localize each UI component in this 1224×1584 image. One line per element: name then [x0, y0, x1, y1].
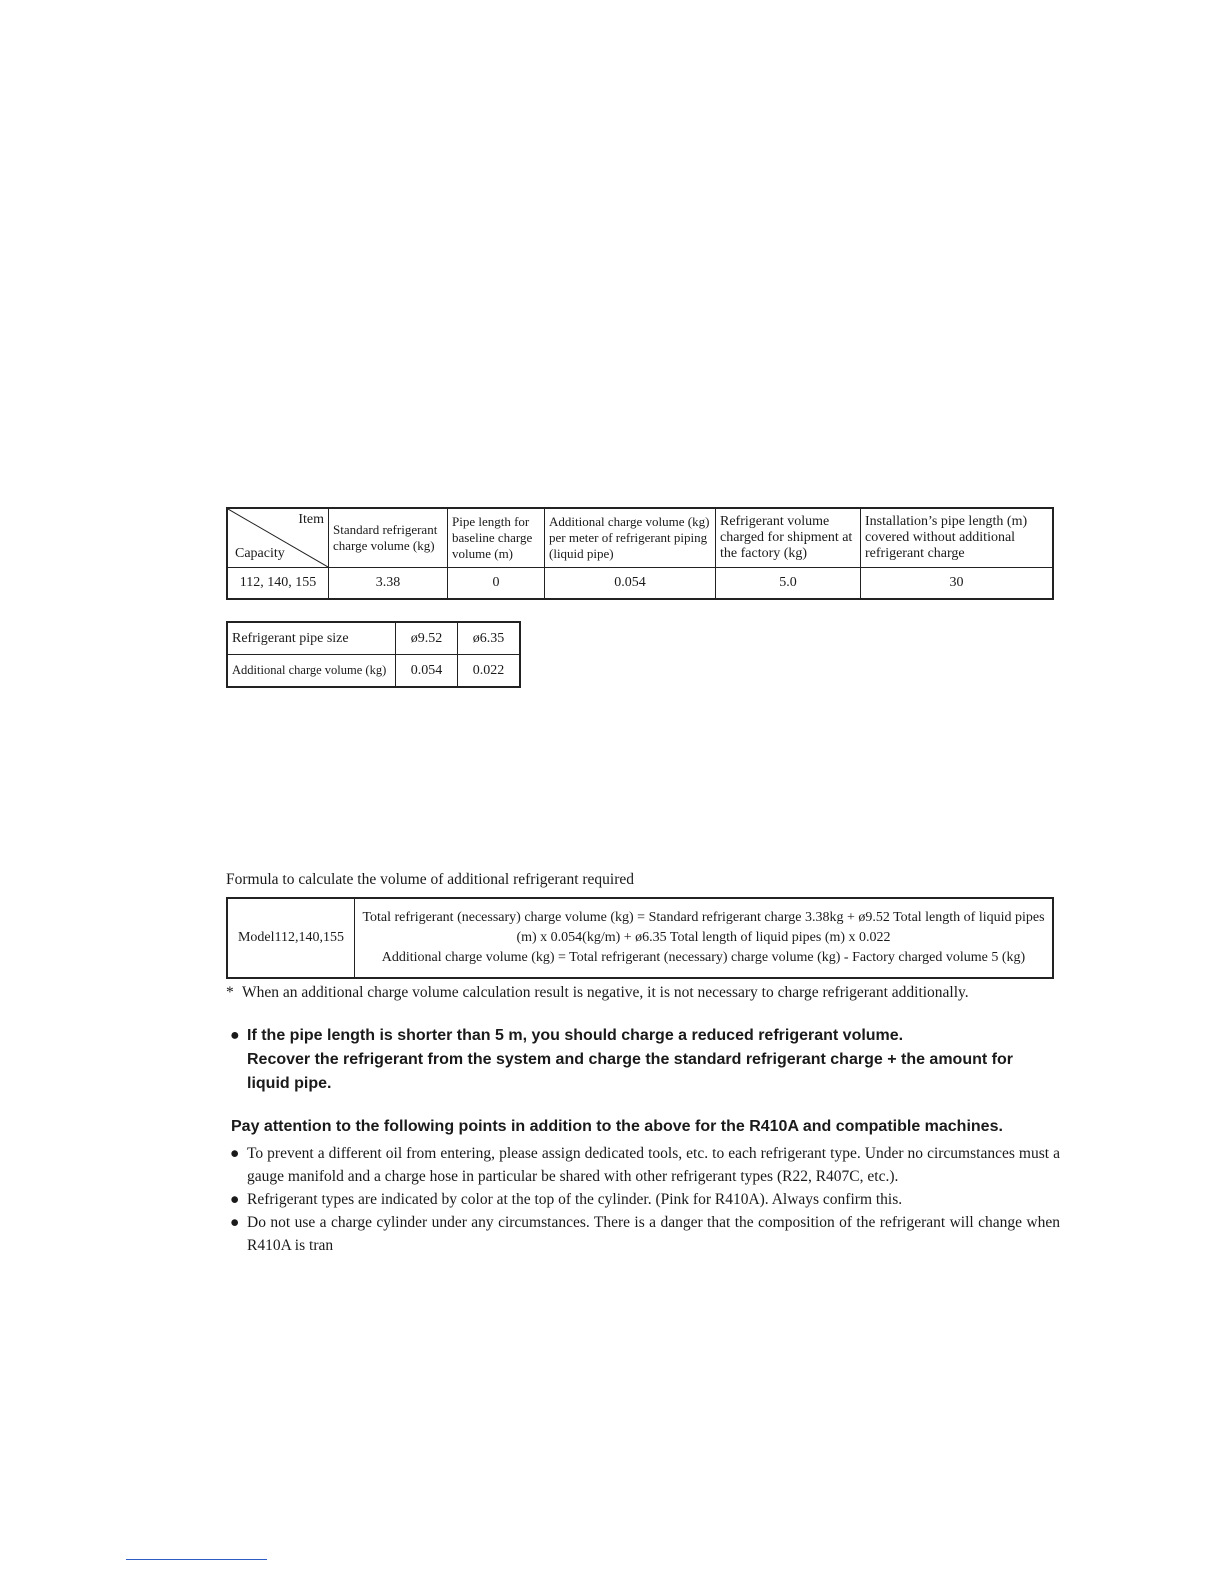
- bullet-dot: ●: [230, 1145, 240, 1162]
- footer-rule: [126, 1559, 267, 1560]
- header-factory-charge: Refrigerant volume charged for shipment at the factory (kg): [716, 508, 861, 568]
- negative-result-note: [226, 984, 969, 1002]
- cell-pipe-length-no-charge: 30: [861, 568, 1054, 600]
- bullet-dot: ●: [230, 1191, 240, 1208]
- warning-line-1: If the pipe length is shorter than 5 m, you should charge a reduced refrigerant volume.: [247, 1027, 904, 1044]
- cell-charge-635: 0.022: [458, 655, 521, 688]
- warning-line-2: Recover the refrigerant from the system and charge the standard refrigerant charge + the amount for liquid pipe.: [247, 1051, 1013, 1092]
- cell-standard-charge: 3.38: [329, 568, 448, 600]
- short-pipe-warning: [230, 1024, 1060, 1096]
- cell-baseline-pipe-length: 0: [448, 568, 545, 600]
- cell-capacity: 112, 140, 155: [227, 568, 329, 600]
- cell-formula: [355, 898, 1054, 978]
- formula-line-additional: Additional charge volume (kg) = Total refrigerant (necessary) charge volume (kg) - Factory charged volume 5 (kg): [381, 950, 1026, 965]
- formula-line-total: Total refrigerant (necessary) charge volume (kg) = Standard refrigerant charge 3.38kg + ø9.52 Total length of liquid pipes (m) x 0.054(kg/m) + ø6.35 Total length of liquid pipes (m) x 0.022: [362, 910, 1045, 945]
- list-item: [230, 1211, 1060, 1257]
- formula-title: Formula to calculate the volume of additional refrigerant required: [226, 871, 635, 888]
- attention-heading: Pay attention to the following points in addition to the above for the R410A and compatible machines.: [231, 1118, 1003, 1135]
- r410a-bullet-list: [230, 1142, 1060, 1257]
- table-row: [227, 622, 520, 655]
- cell-model: Model112,140,155: [227, 898, 355, 978]
- table-row: [227, 898, 1053, 978]
- note-text: When an additional charge volume calculation result is negative, it is not necessary to charge refrigerant additionally.: [242, 984, 969, 1001]
- cell-pipe-size-635: ø6.35: [458, 622, 521, 655]
- diagonal-header-cell: [227, 508, 329, 568]
- cell-additional-charge-per-meter: 0.054: [545, 568, 716, 600]
- bullet-dot: ●: [230, 1214, 240, 1231]
- list-item: [230, 1142, 1060, 1188]
- bullet-text: Refrigerant types are indicated by color at the top of the cylinder. (Pink for R410A). Always confirm this.: [247, 1191, 903, 1208]
- table-header-row: [227, 508, 1053, 568]
- bullet-text: Do not use a charge cylinder under any circumstances. There is a danger that the composition of the refrigerant will change when R410A is tran: [247, 1214, 1060, 1254]
- header-pipe-length-no-charge: Installation’s pipe length (m) covered without additional refrigerant charge: [861, 508, 1054, 568]
- table-row: [227, 655, 520, 688]
- refrigerant-charge-table: [226, 507, 1054, 600]
- header-additional-charge-per-meter: Additional charge volume (kg) per meter of refrigerant piping (liquid pipe): [545, 508, 716, 568]
- header-baseline-pipe-length: Pipe length for baseline charge volume (m): [448, 508, 545, 568]
- table-row: [227, 568, 1053, 600]
- cell-pipe-size-952: ø9.52: [396, 622, 458, 655]
- bullet-dot: ●: [230, 1027, 240, 1044]
- header-standard-charge: Standard refrigerant charge volume (kg): [329, 508, 448, 568]
- cell-pipe-size-label: Refrigerant pipe size: [227, 622, 396, 655]
- bullet-text: To prevent a different oil from entering, please assign dedicated tools, etc. to each refrigerant type. Under no circumstances must a gauge manifold and a charge hose in particular be shared with other refrigerant types (R22, R407C, etc.).: [247, 1145, 1060, 1185]
- asterisk: *: [226, 984, 234, 1001]
- list-item: [230, 1188, 1060, 1211]
- formula-table: [226, 897, 1054, 979]
- cell-factory-charge: 5.0: [716, 568, 861, 600]
- cell-charge-952: 0.054: [396, 655, 458, 688]
- item-label: Item: [298, 512, 324, 527]
- capacity-label: Capacity: [235, 546, 285, 561]
- pipe-size-table: [226, 621, 521, 688]
- cell-additional-charge-label: Additional charge volume (kg): [227, 655, 396, 688]
